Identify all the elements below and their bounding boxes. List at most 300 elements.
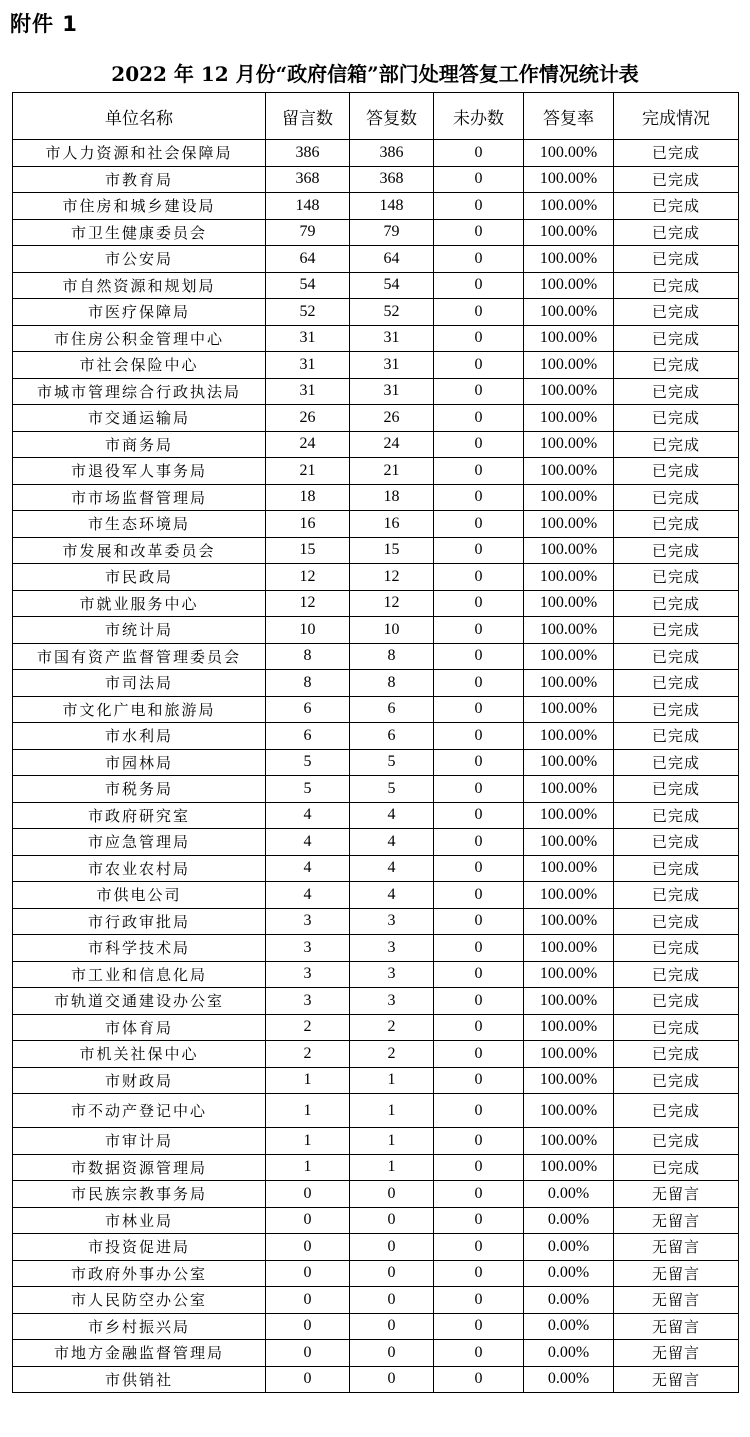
unit-name-cell: 市市场监督管理局 — [13, 484, 266, 511]
message-count-cell: 148 — [266, 193, 350, 220]
completion-status-cell: 已完成 — [614, 961, 739, 988]
table-row — [13, 776, 739, 803]
message-count-cell: 2 — [266, 1041, 350, 1068]
reply-rate-cell: 100.00% — [524, 696, 614, 723]
header-message-count: 留言数 — [266, 93, 350, 140]
pending-count-cell: 0 — [434, 352, 524, 379]
reply-rate-cell: 100.00% — [524, 961, 614, 988]
pending-count-cell: 0 — [434, 988, 524, 1015]
unit-name-cell: 市科学技术局 — [13, 935, 266, 962]
message-count-cell: 0 — [266, 1181, 350, 1208]
unit-name-cell: 市城市管理综合行政执法局 — [13, 378, 266, 405]
message-count-cell: 6 — [266, 696, 350, 723]
reply-count-cell: 3 — [350, 908, 434, 935]
reply-rate-cell: 100.00% — [524, 1014, 614, 1041]
message-count-cell: 31 — [266, 378, 350, 405]
reply-count-cell: 0 — [350, 1340, 434, 1367]
pending-count-cell: 0 — [434, 1181, 524, 1208]
table-row — [13, 1154, 739, 1181]
pending-count-cell: 0 — [434, 140, 524, 167]
unit-name-cell: 市社会保险中心 — [13, 352, 266, 379]
pending-count-cell: 0 — [434, 590, 524, 617]
message-count-cell: 52 — [266, 299, 350, 326]
message-count-cell: 8 — [266, 670, 350, 697]
reply-count-cell: 0 — [350, 1260, 434, 1287]
header-completion-status: 完成情况 — [614, 93, 739, 140]
header-reply-count: 答复数 — [350, 93, 434, 140]
unit-name-cell: 市住房公积金管理中心 — [13, 325, 266, 352]
completion-status-cell: 已完成 — [614, 1128, 739, 1155]
message-count-cell: 10 — [266, 617, 350, 644]
table-row — [13, 590, 739, 617]
table-row — [13, 961, 739, 988]
reply-rate-cell: 100.00% — [524, 1094, 614, 1128]
reply-rate-cell: 100.00% — [524, 1128, 614, 1155]
message-count-cell: 0 — [266, 1207, 350, 1234]
completion-status-cell: 已完成 — [614, 617, 739, 644]
completion-status-cell: 已完成 — [614, 537, 739, 564]
unit-name-cell: 市税务局 — [13, 776, 266, 803]
message-count-cell: 3 — [266, 961, 350, 988]
table-row — [13, 219, 739, 246]
pending-count-cell: 0 — [434, 537, 524, 564]
pending-count-cell: 0 — [434, 1014, 524, 1041]
reply-count-cell: 1 — [350, 1094, 434, 1128]
pending-count-cell: 0 — [434, 670, 524, 697]
table-row — [13, 458, 739, 485]
completion-status-cell: 已完成 — [614, 1014, 739, 1041]
message-count-cell: 0 — [266, 1340, 350, 1367]
completion-status-cell: 无留言 — [614, 1234, 739, 1261]
reply-count-cell: 21 — [350, 458, 434, 485]
table-row — [13, 1366, 739, 1393]
completion-status-cell: 已完成 — [614, 378, 739, 405]
table-row — [13, 696, 739, 723]
unit-name-cell: 市工业和信息化局 — [13, 961, 266, 988]
table-row — [13, 378, 739, 405]
table-row — [13, 1181, 739, 1208]
table-row — [13, 1128, 739, 1155]
reply-rate-cell: 100.00% — [524, 352, 614, 379]
statistics-table — [12, 92, 739, 1393]
unit-name-cell: 市地方金融监督管理局 — [13, 1340, 266, 1367]
message-count-cell: 54 — [266, 272, 350, 299]
table-row — [13, 1313, 739, 1340]
unit-name-cell: 市人民防空办公室 — [13, 1287, 266, 1314]
table-row — [13, 723, 739, 750]
reply-count-cell: 148 — [350, 193, 434, 220]
header-pending-count: 未办数 — [434, 93, 524, 140]
reply-rate-cell: 100.00% — [524, 1067, 614, 1094]
reply-count-cell: 4 — [350, 855, 434, 882]
completion-status-cell: 已完成 — [614, 352, 739, 379]
pending-count-cell: 0 — [434, 378, 524, 405]
attachment-label: 附件 1 — [10, 12, 78, 36]
unit-name-cell: 市卫生健康委员会 — [13, 219, 266, 246]
unit-name-cell: 市发展和改革委员会 — [13, 537, 266, 564]
pending-count-cell: 0 — [434, 961, 524, 988]
reply-rate-cell: 100.00% — [524, 193, 614, 220]
pending-count-cell: 0 — [434, 802, 524, 829]
unit-name-cell: 市机关社保中心 — [13, 1041, 266, 1068]
table-row — [13, 1260, 739, 1287]
message-count-cell: 0 — [266, 1366, 350, 1393]
pending-count-cell: 0 — [434, 299, 524, 326]
completion-status-cell: 无留言 — [614, 1260, 739, 1287]
table-row — [13, 511, 739, 538]
reply-count-cell: 0 — [350, 1313, 434, 1340]
reply-rate-cell: 100.00% — [524, 617, 614, 644]
message-count-cell: 5 — [266, 776, 350, 803]
table-row — [13, 140, 739, 167]
reply-rate-cell: 100.00% — [524, 670, 614, 697]
reply-rate-cell: 0.00% — [524, 1287, 614, 1314]
unit-name-cell: 市审计局 — [13, 1128, 266, 1155]
message-count-cell: 368 — [266, 166, 350, 193]
completion-status-cell: 已完成 — [614, 193, 739, 220]
unit-name-cell: 市住房和城乡建设局 — [13, 193, 266, 220]
pending-count-cell: 0 — [434, 643, 524, 670]
reply-rate-cell: 100.00% — [524, 723, 614, 750]
reply-count-cell: 64 — [350, 246, 434, 273]
completion-status-cell: 已完成 — [614, 484, 739, 511]
completion-status-cell: 已完成 — [614, 855, 739, 882]
table-row — [13, 882, 739, 909]
unit-name-cell: 市数据资源管理局 — [13, 1154, 266, 1181]
reply-count-cell: 3 — [350, 961, 434, 988]
message-count-cell: 4 — [266, 855, 350, 882]
unit-name-cell: 市政府研究室 — [13, 802, 266, 829]
unit-name-cell: 市交通运输局 — [13, 405, 266, 432]
message-count-cell: 4 — [266, 802, 350, 829]
reply-rate-cell: 100.00% — [524, 537, 614, 564]
table-row — [13, 1067, 739, 1094]
unit-name-cell: 市不动产登记中心 — [13, 1094, 266, 1128]
completion-status-cell: 已完成 — [614, 564, 739, 591]
pending-count-cell: 0 — [434, 272, 524, 299]
message-count-cell: 18 — [266, 484, 350, 511]
message-count-cell: 0 — [266, 1234, 350, 1261]
pending-count-cell: 0 — [434, 246, 524, 273]
pending-count-cell: 0 — [434, 325, 524, 352]
unit-name-cell: 市教育局 — [13, 166, 266, 193]
reply-rate-cell: 0.00% — [524, 1313, 614, 1340]
message-count-cell: 26 — [266, 405, 350, 432]
reply-count-cell: 2 — [350, 1014, 434, 1041]
completion-status-cell: 已完成 — [614, 1041, 739, 1068]
unit-name-cell: 市轨道交通建设办公室 — [13, 988, 266, 1015]
completion-status-cell: 无留言 — [614, 1340, 739, 1367]
unit-name-cell: 市商务局 — [13, 431, 266, 458]
table-row — [13, 484, 739, 511]
message-count-cell: 0 — [266, 1313, 350, 1340]
reply-count-cell: 368 — [350, 166, 434, 193]
reply-count-cell: 79 — [350, 219, 434, 246]
pending-count-cell: 0 — [434, 405, 524, 432]
reply-rate-cell: 100.00% — [524, 829, 614, 856]
completion-status-cell: 已完成 — [614, 935, 739, 962]
pending-count-cell: 0 — [434, 1067, 524, 1094]
unit-name-cell: 市林业局 — [13, 1207, 266, 1234]
pending-count-cell: 0 — [434, 564, 524, 591]
pending-count-cell: 0 — [434, 776, 524, 803]
completion-status-cell: 已完成 — [614, 140, 739, 167]
message-count-cell: 24 — [266, 431, 350, 458]
reply-rate-cell: 0.00% — [524, 1207, 614, 1234]
completion-status-cell: 已完成 — [614, 1154, 739, 1181]
reply-rate-cell: 100.00% — [524, 325, 614, 352]
reply-rate-cell: 100.00% — [524, 882, 614, 909]
completion-status-cell: 已完成 — [614, 166, 739, 193]
reply-count-cell: 6 — [350, 723, 434, 750]
completion-status-cell: 无留言 — [614, 1181, 739, 1208]
message-count-cell: 3 — [266, 988, 350, 1015]
unit-name-cell: 市园林局 — [13, 749, 266, 776]
message-count-cell: 0 — [266, 1260, 350, 1287]
unit-name-cell: 市统计局 — [13, 617, 266, 644]
reply-rate-cell: 100.00% — [524, 405, 614, 432]
reply-count-cell: 0 — [350, 1366, 434, 1393]
unit-name-cell: 市乡村振兴局 — [13, 1313, 266, 1340]
reply-count-cell: 15 — [350, 537, 434, 564]
reply-rate-cell: 100.00% — [524, 458, 614, 485]
reply-count-cell: 4 — [350, 882, 434, 909]
pending-count-cell: 0 — [434, 882, 524, 909]
table-row — [13, 643, 739, 670]
message-count-cell: 1 — [266, 1094, 350, 1128]
completion-status-cell: 已完成 — [614, 325, 739, 352]
completion-status-cell: 无留言 — [614, 1207, 739, 1234]
completion-status-cell: 已完成 — [614, 643, 739, 670]
pending-count-cell: 0 — [434, 458, 524, 485]
message-count-cell: 3 — [266, 908, 350, 935]
message-count-cell: 3 — [266, 935, 350, 962]
reply-count-cell: 31 — [350, 352, 434, 379]
reply-rate-cell: 0.00% — [524, 1260, 614, 1287]
completion-status-cell: 已完成 — [614, 1067, 739, 1094]
reply-count-cell: 10 — [350, 617, 434, 644]
message-count-cell: 1 — [266, 1067, 350, 1094]
reply-rate-cell: 100.00% — [524, 378, 614, 405]
completion-status-cell: 已完成 — [614, 776, 739, 803]
completion-status-cell: 已完成 — [614, 511, 739, 538]
pending-count-cell: 0 — [434, 617, 524, 644]
pending-count-cell: 0 — [434, 908, 524, 935]
reply-count-cell: 31 — [350, 378, 434, 405]
completion-status-cell: 已完成 — [614, 908, 739, 935]
reply-count-cell: 16 — [350, 511, 434, 538]
reply-rate-cell: 100.00% — [524, 299, 614, 326]
unit-name-cell: 市医疗保障局 — [13, 299, 266, 326]
reply-count-cell: 4 — [350, 802, 434, 829]
table-row — [13, 1207, 739, 1234]
pending-count-cell: 0 — [434, 829, 524, 856]
pending-count-cell: 0 — [434, 1128, 524, 1155]
table-row — [13, 405, 739, 432]
unit-name-cell: 市政府外事办公室 — [13, 1260, 266, 1287]
table-row — [13, 988, 739, 1015]
completion-status-cell: 已完成 — [614, 272, 739, 299]
unit-name-cell: 市行政审批局 — [13, 908, 266, 935]
table-row — [13, 1234, 739, 1261]
reply-count-cell: 6 — [350, 696, 434, 723]
reply-rate-cell: 100.00% — [524, 776, 614, 803]
pending-count-cell: 0 — [434, 749, 524, 776]
pending-count-cell: 0 — [434, 1207, 524, 1234]
completion-status-cell: 已完成 — [614, 670, 739, 697]
message-count-cell: 5 — [266, 749, 350, 776]
pending-count-cell: 0 — [434, 1340, 524, 1367]
pending-count-cell: 0 — [434, 484, 524, 511]
unit-name-cell: 市财政局 — [13, 1067, 266, 1094]
completion-status-cell: 已完成 — [614, 405, 739, 432]
table-row — [13, 1041, 739, 1068]
reply-count-cell: 0 — [350, 1287, 434, 1314]
completion-status-cell: 已完成 — [614, 431, 739, 458]
table-row — [13, 617, 739, 644]
pending-count-cell: 0 — [434, 723, 524, 750]
table-row — [13, 299, 739, 326]
unit-name-cell: 市司法局 — [13, 670, 266, 697]
reply-rate-cell: 0.00% — [524, 1340, 614, 1367]
reply-count-cell: 8 — [350, 670, 434, 697]
unit-name-cell: 市公安局 — [13, 246, 266, 273]
reply-rate-cell: 100.00% — [524, 988, 614, 1015]
completion-status-cell: 已完成 — [614, 458, 739, 485]
reply-count-cell: 24 — [350, 431, 434, 458]
reply-count-cell: 3 — [350, 935, 434, 962]
reply-count-cell: 5 — [350, 776, 434, 803]
table-row — [13, 855, 739, 882]
reply-rate-cell: 100.00% — [524, 1041, 614, 1068]
completion-status-cell: 已完成 — [614, 696, 739, 723]
unit-name-cell: 市应急管理局 — [13, 829, 266, 856]
table-row — [13, 1094, 739, 1128]
message-count-cell: 2 — [266, 1014, 350, 1041]
pending-count-cell: 0 — [434, 1234, 524, 1261]
header-reply-rate: 答复率 — [524, 93, 614, 140]
table-row — [13, 935, 739, 962]
reply-count-cell: 31 — [350, 325, 434, 352]
table-row — [13, 749, 739, 776]
reply-count-cell: 4 — [350, 829, 434, 856]
message-count-cell: 386 — [266, 140, 350, 167]
reply-rate-cell: 0.00% — [524, 1366, 614, 1393]
message-count-cell: 1 — [266, 1154, 350, 1181]
message-count-cell: 79 — [266, 219, 350, 246]
pending-count-cell: 0 — [434, 855, 524, 882]
table-header-row — [13, 93, 739, 140]
completion-status-cell: 已完成 — [614, 829, 739, 856]
reply-rate-cell: 100.00% — [524, 166, 614, 193]
unit-name-cell: 市国有资产监督管理委员会 — [13, 643, 266, 670]
reply-rate-cell: 100.00% — [524, 484, 614, 511]
reply-rate-cell: 100.00% — [524, 272, 614, 299]
message-count-cell: 1 — [266, 1128, 350, 1155]
table-row — [13, 1287, 739, 1314]
unit-name-cell: 市退役军人事务局 — [13, 458, 266, 485]
reply-count-cell: 386 — [350, 140, 434, 167]
pending-count-cell: 0 — [434, 1287, 524, 1314]
reply-rate-cell: 100.00% — [524, 431, 614, 458]
unit-name-cell: 市民族宗教事务局 — [13, 1181, 266, 1208]
reply-count-cell: 3 — [350, 988, 434, 1015]
completion-status-cell: 已完成 — [614, 723, 739, 750]
reply-rate-cell: 100.00% — [524, 590, 614, 617]
reply-count-cell: 18 — [350, 484, 434, 511]
completion-status-cell: 已完成 — [614, 590, 739, 617]
pending-count-cell: 0 — [434, 193, 524, 220]
completion-status-cell: 已完成 — [614, 246, 739, 273]
pending-count-cell: 0 — [434, 219, 524, 246]
reply-count-cell: 1 — [350, 1154, 434, 1181]
pending-count-cell: 0 — [434, 431, 524, 458]
unit-name-cell: 市人力资源和社会保障局 — [13, 140, 266, 167]
completion-status-cell: 已完成 — [614, 882, 739, 909]
unit-name-cell: 市文化广电和旅游局 — [13, 696, 266, 723]
table-row — [13, 272, 739, 299]
completion-status-cell: 无留言 — [614, 1287, 739, 1314]
unit-name-cell: 市体育局 — [13, 1014, 266, 1041]
pending-count-cell: 0 — [434, 1154, 524, 1181]
completion-status-cell: 已完成 — [614, 1094, 739, 1128]
reply-rate-cell: 100.00% — [524, 802, 614, 829]
completion-status-cell: 已完成 — [614, 299, 739, 326]
header-unit-name: 单位名称 — [13, 93, 266, 140]
reply-rate-cell: 0.00% — [524, 1234, 614, 1261]
unit-name-cell: 市就业服务中心 — [13, 590, 266, 617]
pending-count-cell: 0 — [434, 511, 524, 538]
table-row — [13, 670, 739, 697]
unit-name-cell: 市水利局 — [13, 723, 266, 750]
reply-rate-cell: 100.00% — [524, 643, 614, 670]
message-count-cell: 12 — [266, 564, 350, 591]
reply-count-cell: 1 — [350, 1128, 434, 1155]
reply-rate-cell: 100.00% — [524, 935, 614, 962]
reply-rate-cell: 100.00% — [524, 749, 614, 776]
reply-count-cell: 12 — [350, 590, 434, 617]
table-row — [13, 246, 739, 273]
message-count-cell: 64 — [266, 246, 350, 273]
completion-status-cell: 无留言 — [614, 1313, 739, 1340]
table-row — [13, 1014, 739, 1041]
reply-rate-cell: 100.00% — [524, 1154, 614, 1181]
table-row — [13, 431, 739, 458]
completion-status-cell: 已完成 — [614, 219, 739, 246]
message-count-cell: 15 — [266, 537, 350, 564]
reply-count-cell: 52 — [350, 299, 434, 326]
pending-count-cell: 0 — [434, 1041, 524, 1068]
reply-count-cell: 0 — [350, 1234, 434, 1261]
reply-count-cell: 5 — [350, 749, 434, 776]
unit-name-cell: 市生态环境局 — [13, 511, 266, 538]
pending-count-cell: 0 — [434, 1094, 524, 1128]
pending-count-cell: 0 — [434, 935, 524, 962]
reply-count-cell: 12 — [350, 564, 434, 591]
pending-count-cell: 0 — [434, 1313, 524, 1340]
table-body — [13, 140, 739, 1393]
completion-status-cell: 已完成 — [614, 802, 739, 829]
reply-rate-cell: 100.00% — [524, 511, 614, 538]
pending-count-cell: 0 — [434, 166, 524, 193]
message-count-cell: 31 — [266, 352, 350, 379]
message-count-cell: 0 — [266, 1287, 350, 1314]
table-row — [13, 193, 739, 220]
reply-count-cell: 2 — [350, 1041, 434, 1068]
reply-count-cell: 0 — [350, 1207, 434, 1234]
unit-name-cell: 市供销社 — [13, 1366, 266, 1393]
reply-count-cell: 0 — [350, 1181, 434, 1208]
